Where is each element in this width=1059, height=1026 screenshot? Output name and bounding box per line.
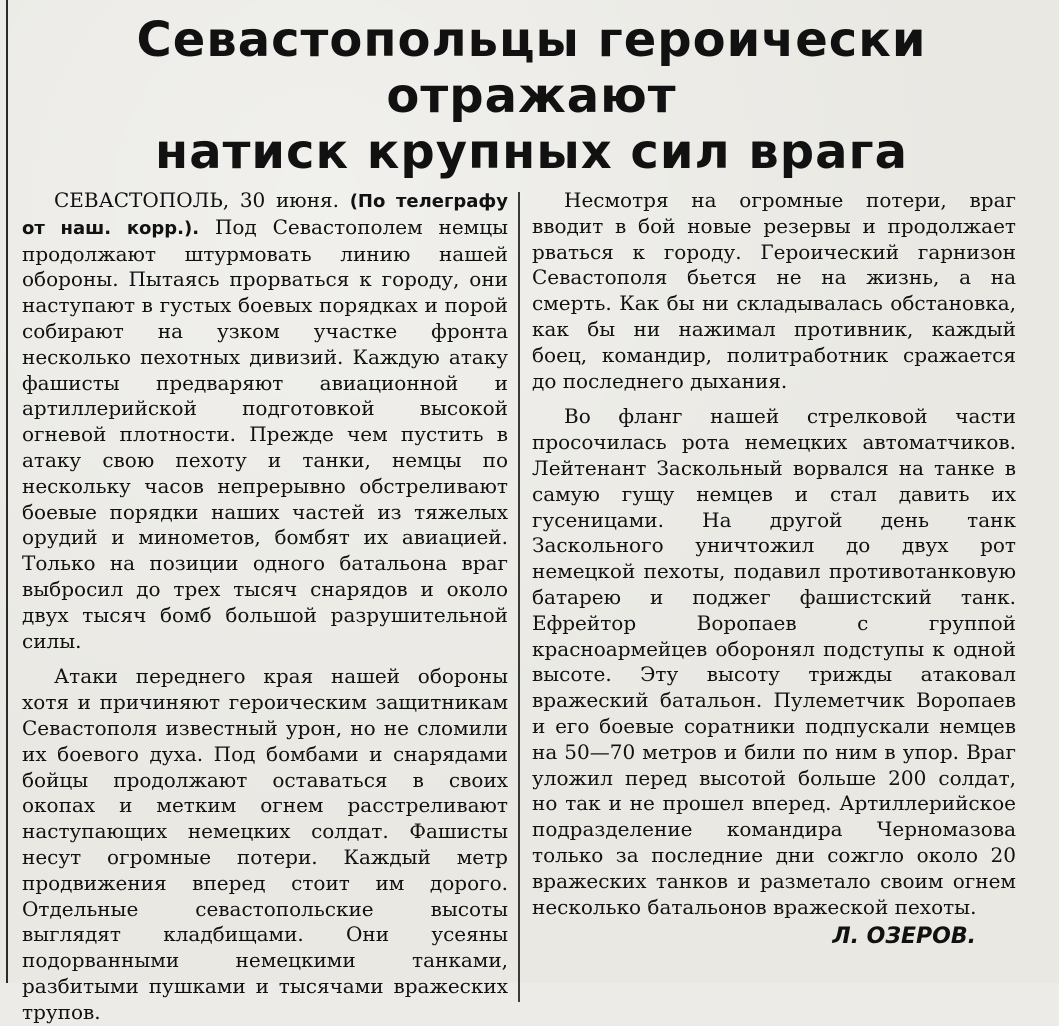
article-columns [22,188,1041,1026]
article-headline [22,12,1041,180]
left-paragraph-1 [22,188,508,654]
left-paragraph-2: Атаки переднего края нашей обороны хотя и причиняют героическим защитникам Севастополя известный урон, но не сломили их боевого духа. Под бомбами и снарядами бойцы продолжают оставаться в своих окопах и метким огнем расстреливают наступающих немецких солдат. Фашисты несут огромные потери. Каждый метр продвижения вперед стоит им дорого. Отдельные севастопольские высоты выглядят кладбищами. Они усеяны подорванными немецкими танками, разбитыми пушками и тысячами вражеских трупов. [22,664,508,1024]
headline-line-1: Севастопольцы героически отражают [136,12,927,124]
dateline: СЕВАСТОПОЛЬ, 30 июня. [54,188,340,212]
left-paragraph-1-text: Под Севастополем немцы продолжают штурмовать линию нашей обороны. Пытаясь прорваться к городу, они наступают в густых боевых порядках и порой собирают на узком участке фронта несколько пехотных дивизий. Каждую атаку фашисты предваряют авиационной и артиллерийской подготовкой высокой огневой плотности. Прежде чем пустить в атаку свою пехоту и танки, немцы по нескольку часов непрерывно обстреливают боевые порядки наших частей из тяжелых орудий и минометов, бомбят их авиацией. Только на позиции одного батальона враг выбросил до трех тысяч снарядов и около двух тысяч бомб большой разрушительной силы. [22,214,509,653]
headline-line-2: натиск крупных сил врага [155,124,908,180]
source-note: (По телеграфу от наш. корр.). [22,191,509,239]
right-column [520,188,1016,1026]
author-signature: Л. ОЗЕРОВ. [832,924,976,950]
page-edge-rule [6,0,8,983]
left-column [22,188,518,1026]
right-paragraph-2: Во фланг нашей стрелковой части просочилась рота немецких автоматчиков. Лейтенант Заскольный ворвался на танке в самую гущу немцев и стал давить их гусеницами. На другой день танк Заскольного уничтожил до двух рот немецкой пехоты, подавил противотанковую батарею и поджег фашистский танк. Ефрейтор Воропаев с группой красноармейцев оборонял подступы к одной высоте. Эту высоту трижды атаковал вражеский батальон. Пулеметчик Воропаев и его боевые соратники подпускали немцев на 50—70 метров и били по ним в упор. Враг уложил перед высотой больше 200 солдат, но так и не прошел вперед. Артиллерийское подразделение командира Черномазова только за последние дни сожгло около 20 вражеских танков и разметало своим огнем несколько батальонов вражеской пехоты. [532,404,1016,919]
right-paragraph-1: Несмотря на огромные потери, враг вводит в бой новые резервы и продолжает рваться к городу. Героический гарнизон Севастополя бьется не на жизнь, а на смерть. Как бы ни складывалась обстановка, как бы ни нажимал противник, каждый боец, командир, политработник сражается до последнего дыхания. [532,188,1016,393]
